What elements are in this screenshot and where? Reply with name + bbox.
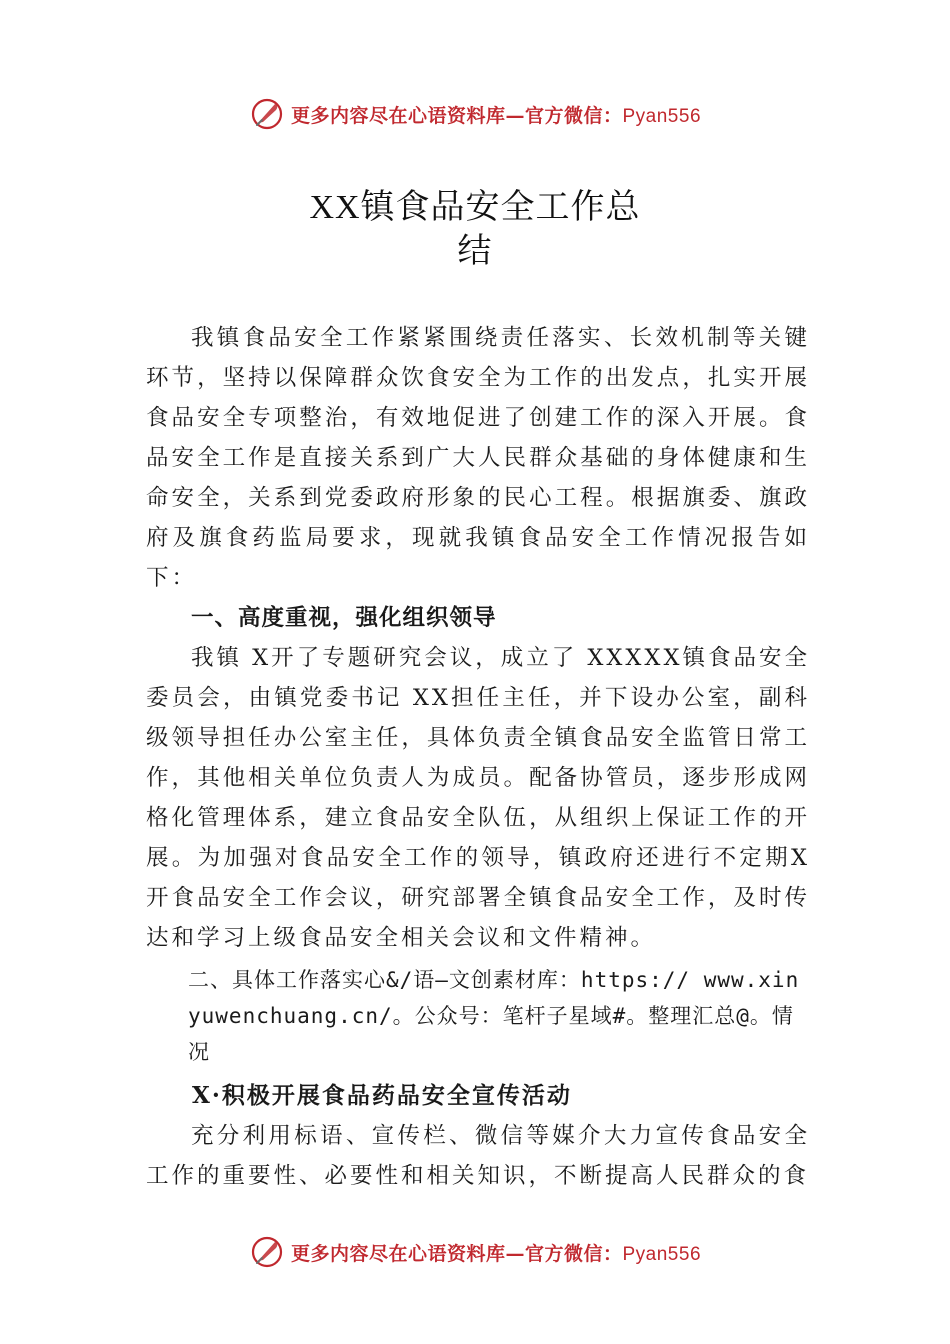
banner-text: 更多内容尽在心语资料库—官方微信：Pyan556 — [290, 1242, 702, 1265]
section-heading-2: 二、具体工作落实心&/语—文创素材库：https:// www.xinyuwenchuang.cn/。公众号：笔杆子星域#。整理汇总@。情况 — [188, 968, 800, 1064]
document-title — [0, 186, 950, 274]
top-watermark-banner — [0, 94, 950, 134]
banner-text: 更多内容尽在心语资料库—官方微信：Pyan556 — [290, 104, 702, 127]
wechat-id: Pyan556 — [622, 105, 702, 127]
document-body — [146, 318, 810, 1196]
quill-circle-logo-icon — [249, 1234, 285, 1270]
bottom-watermark-banner — [0, 1232, 950, 1272]
title-line-2: 结 — [457, 233, 493, 270]
paragraph-organization: 我镇 X开了专题研究会议，成立了 XXXXX镇食品安全委员会，由镇党委书记 XX担任主任，并下设办公室，副科级领导担任办公室主任，具体负责全镇食品安全监管日常工作，其他相关单位负责人为成员。配备协管员，逐步形成网格化管理体系，建立食品安全队伍，从组织上保证工作的开展。为加强对食品安全工作的领导，镇政府还进行不定期X开食品安全工作会议，研究部署全镇食品安全工作，及时传达和学习上级食品安全相关会议和文件精神。 — [146, 645, 810, 951]
wechat-id: Pyan556 — [622, 1243, 702, 1265]
section-heading-3: X·积极开展食品药品安全宣传活动 — [192, 1082, 572, 1109]
quill-circle-logo-icon — [249, 96, 285, 132]
title-line-1: XX镇食品安全工作总 — [309, 189, 641, 226]
intro-paragraph: 我镇食品安全工作紧紧围绕责任落实、长效机制等关键环节，坚持以保障群众饮食安全为工作的出发点，扎实开展食品安全专项整治，有效地促进了创建工作的深入开展。食品安全工作是直接关系到广大人民群众基础的身体健康和生命安全，关系到党委政府形象的民心工程。根据旗委、旗政府及旗食药监局要求，现就我镇食品安全工作情况报告如下： — [146, 325, 810, 591]
paragraph-publicity: 充分利用标语、宣传栏、微信等媒介大力宣传食品安全工作的重要性、必要性和相关知识，不断提高人民群众的食 — [146, 1123, 810, 1189]
section-heading-1: 一、高度重视，强化组织领导 — [191, 605, 497, 631]
